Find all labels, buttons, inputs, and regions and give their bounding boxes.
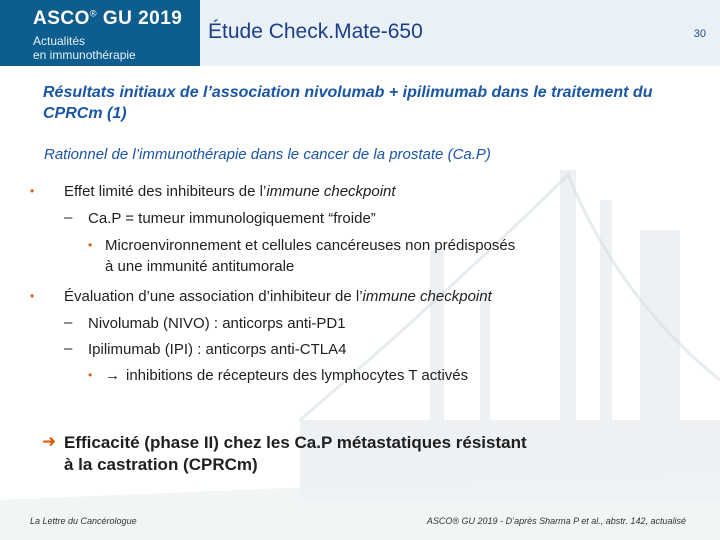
right-arrow-icon: ➜ — [42, 432, 57, 451]
slide-title: Étude Check.Mate-650 — [208, 20, 423, 43]
right-arrow-icon: → — [105, 367, 120, 384]
footer-citation: ASCO® GU 2019 - D’après Sharma P et al., abstr. 142, actualisé — [426, 516, 686, 526]
logo-subtitle-line1: Actualités — [33, 34, 86, 48]
conclusion-line2: à la castration (CPRCm) — [64, 455, 258, 474]
bullet-dot-icon: • — [88, 238, 93, 252]
bullet-1-sub-1: Ca.P = tumeur immunologiquement “froide” — [88, 210, 376, 227]
footer-source-journal: La Lettre du Cancérologue — [30, 516, 137, 526]
section-heading: Rationnel de l’immunothérapie dans le cancer de la prostate (Ca.P) — [44, 146, 491, 163]
logo-subtitle-line2: en immunothérapie — [33, 48, 136, 62]
conclusion-line1: Efficacité (phase II) chez les Ca.P métastatiques résistant — [64, 433, 527, 452]
bullet-1-detail-line2: à une immunité antitumorale — [105, 258, 295, 275]
subtitle-reference: (1) — [107, 105, 127, 122]
bullet-1-detail-line1: Microenvironnement et cellules cancéreuses non prédisposés — [105, 237, 516, 254]
logo-title: ASCO® GU 2019 — [33, 8, 183, 29]
bullet-2: Évaluation d’une association d’inhibiteur de l’immune checkpoint — [64, 288, 492, 305]
bullet-dot-icon: • — [30, 289, 35, 303]
bullet-2-sub-1: Nivolumab (NIVO) : anticorps anti-PD1 — [88, 315, 346, 332]
conclusion — [64, 432, 527, 476]
bullet-2-sub-2: Ipilimumab (IPI) : anticorps anti-CTLA4 — [88, 341, 347, 358]
dash-marker-icon: – — [64, 340, 73, 357]
page-number: 30 — [693, 28, 706, 40]
dash-marker-icon: – — [64, 314, 73, 331]
bullet-dot-icon: • — [30, 184, 35, 198]
bullet-1: Effet limité des inhibiteurs de l’immune checkpoint — [64, 183, 396, 200]
bullet-dot-icon: • — [88, 368, 93, 382]
bullet-2-detail: inhibitions de récepteurs des lymphocytes T activés — [126, 367, 469, 384]
subtitle-text: Résultats initiaux de l’association nivolumab + ipilimumab dans le traitement du CPRCm — [43, 84, 653, 122]
slide-subtitle — [43, 82, 713, 124]
dash-marker-icon: – — [64, 209, 73, 226]
